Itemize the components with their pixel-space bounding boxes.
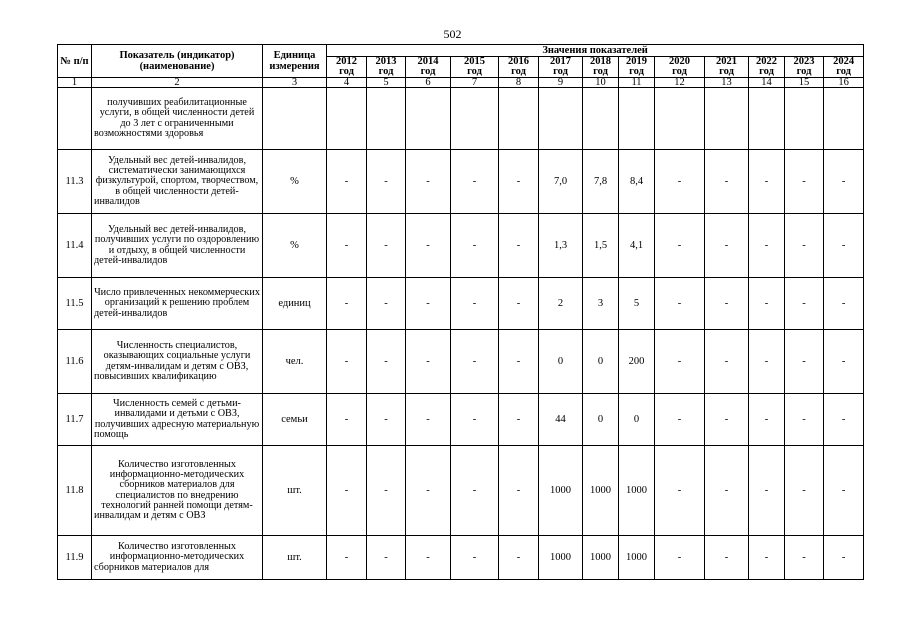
- value-2018: [583, 88, 619, 150]
- header-year-2012: [327, 57, 367, 78]
- value-2021: -: [705, 394, 749, 446]
- value-2023: [785, 88, 824, 150]
- header-year-value: 2012: [336, 56, 357, 67]
- value-2013: -: [367, 330, 406, 394]
- table-row: [58, 150, 864, 214]
- value-2022: -: [749, 330, 785, 394]
- value-2018: 7,8: [583, 150, 619, 214]
- value-2021: -: [705, 446, 749, 536]
- value-2017: 44: [539, 394, 583, 446]
- header-year-value: 2018: [590, 56, 611, 67]
- table-row: [58, 278, 864, 330]
- value-2016: -: [499, 394, 539, 446]
- header-year-2016: [499, 57, 539, 78]
- header-year-suffix: год: [378, 66, 394, 77]
- row-index: 11.9: [58, 536, 92, 580]
- header-year-value: 2016: [508, 56, 529, 67]
- value-2014: -: [406, 536, 451, 580]
- value-2018: 0: [583, 330, 619, 394]
- column-number: 6: [406, 78, 451, 88]
- value-2024: -: [824, 278, 864, 330]
- indicator-unit: [263, 88, 327, 150]
- value-2021: -: [705, 278, 749, 330]
- value-2013: -: [367, 150, 406, 214]
- value-2018: 1000: [583, 536, 619, 580]
- column-number: 2: [92, 78, 263, 88]
- column-number: 11: [619, 78, 655, 88]
- value-2024: -: [824, 536, 864, 580]
- column-number: 5: [367, 78, 406, 88]
- value-2019: 4,1: [619, 214, 655, 278]
- column-number: 13: [705, 78, 749, 88]
- value-2012: -: [327, 150, 367, 214]
- header-year-2024: [824, 57, 864, 78]
- indicator-unit: %: [263, 214, 327, 278]
- row-index: 11.8: [58, 446, 92, 536]
- header-year-value: 2019: [626, 56, 647, 67]
- value-2014: -: [406, 394, 451, 446]
- value-2022: -: [749, 278, 785, 330]
- column-number: 12: [655, 78, 705, 88]
- indicator-unit: шт.: [263, 536, 327, 580]
- value-2014: [406, 88, 451, 150]
- value-2012: -: [327, 394, 367, 446]
- indicators-table: [57, 44, 864, 580]
- value-2021: -: [705, 150, 749, 214]
- value-2016: [499, 88, 539, 150]
- value-2022: -: [749, 446, 785, 536]
- value-2013: -: [367, 278, 406, 330]
- column-number: 8: [499, 78, 539, 88]
- header-year-2017: [539, 57, 583, 78]
- value-2020: -: [655, 214, 705, 278]
- header-number: № п/п: [58, 45, 92, 78]
- table-row: [58, 330, 864, 394]
- value-2019: 8,4: [619, 150, 655, 214]
- value-2019: 200: [619, 330, 655, 394]
- indicator-name: Количество изготовленных информационно-методических сборников материалов для специалистов по внедрению технологий ранней помощи детям-инвалидам и детям с ОВЗ: [92, 446, 263, 536]
- header-year-suffix: год: [629, 66, 644, 77]
- value-2018: 1000: [583, 446, 619, 536]
- value-2021: -: [705, 536, 749, 580]
- header-year-suffix: год: [719, 66, 734, 77]
- indicator-name: получивших реабилитационные услуги, в общей численности детей до 3 лет с ограниченными возможностями здоровья: [92, 88, 263, 150]
- value-2016: -: [499, 536, 539, 580]
- header-year-value: 2024: [833, 56, 855, 67]
- header-unit: Единица измерения: [263, 45, 327, 78]
- value-2013: -: [367, 214, 406, 278]
- value-2023: -: [785, 330, 824, 394]
- value-2021: -: [705, 214, 749, 278]
- value-2022: -: [749, 394, 785, 446]
- value-2013: -: [367, 536, 406, 580]
- value-2017: 1,3: [539, 214, 583, 278]
- header-year-2020: [655, 57, 705, 78]
- value-2016: -: [499, 214, 539, 278]
- value-2014: -: [406, 278, 451, 330]
- value-2013: [367, 88, 406, 150]
- value-2023: -: [785, 394, 824, 446]
- column-number: 10: [583, 78, 619, 88]
- value-2015: -: [451, 278, 499, 330]
- header-year-suffix: год: [672, 66, 687, 77]
- value-2017: 7,0: [539, 150, 583, 214]
- indicator-name: Численность специалистов, оказывающих социальные услуги детям-инвалидам и детям с ОВЗ, повысивших квалификацию: [92, 330, 263, 394]
- value-2017: 0: [539, 330, 583, 394]
- value-2020: -: [655, 150, 705, 214]
- row-index: 11.3: [58, 150, 92, 214]
- value-2020: -: [655, 278, 705, 330]
- value-2020: [655, 88, 705, 150]
- table-row: [58, 536, 864, 580]
- value-2019: [619, 88, 655, 150]
- value-2014: -: [406, 330, 451, 394]
- value-2015: [451, 88, 499, 150]
- header-values-group: Значения показателей: [327, 45, 864, 57]
- value-2015: -: [451, 446, 499, 536]
- value-2012: -: [327, 536, 367, 580]
- value-2020: -: [655, 446, 705, 536]
- indicator-unit: семьи: [263, 394, 327, 446]
- header-year-2018: [583, 57, 619, 78]
- value-2022: -: [749, 214, 785, 278]
- row-index: 11.4: [58, 214, 92, 278]
- table-row: [58, 394, 864, 446]
- header-year-suffix: год: [511, 66, 526, 77]
- header-year-2015: [451, 57, 499, 78]
- header-year-suffix: год: [759, 66, 774, 77]
- indicator-name: Число привлеченных некоммерческих организаций к решению проблем детей-инвалидов: [92, 278, 263, 330]
- value-2024: -: [824, 446, 864, 536]
- indicator-name: Удельный вес детей-инвалидов, получивших услуги по оздоровлению и отдыху, в общей численности детей-инвалидов: [92, 214, 263, 278]
- value-2016: -: [499, 446, 539, 536]
- column-number: 15: [785, 78, 824, 88]
- header-year-value: 2023: [793, 56, 815, 67]
- header-year-value: 2015: [464, 56, 485, 67]
- header-year-suffix: год: [420, 66, 436, 77]
- column-number: 7: [451, 78, 499, 88]
- row-index: 11.6: [58, 330, 92, 394]
- value-2012: -: [327, 278, 367, 330]
- value-2012: -: [327, 330, 367, 394]
- value-2022: -: [749, 536, 785, 580]
- value-2016: -: [499, 150, 539, 214]
- value-2019: 1000: [619, 446, 655, 536]
- column-number: 1: [58, 78, 92, 88]
- value-2015: -: [451, 150, 499, 214]
- value-2018: 1,5: [583, 214, 619, 278]
- row-index: 11.5: [58, 278, 92, 330]
- value-2024: [824, 88, 864, 150]
- value-2022: -: [749, 150, 785, 214]
- value-2012: -: [327, 446, 367, 536]
- row-index: [58, 88, 92, 150]
- row-index: 11.7: [58, 394, 92, 446]
- header-year-suffix: год: [467, 66, 482, 77]
- value-2015: -: [451, 536, 499, 580]
- header-year-2022: [749, 57, 785, 78]
- value-2017: [539, 88, 583, 150]
- indicator-unit: %: [263, 150, 327, 214]
- value-2014: -: [406, 214, 451, 278]
- value-2015: -: [451, 330, 499, 394]
- header-year-2023: [785, 57, 824, 78]
- value-2015: -: [451, 214, 499, 278]
- indicator-unit: единиц: [263, 278, 327, 330]
- value-2020: -: [655, 536, 705, 580]
- value-2016: -: [499, 278, 539, 330]
- header-year-suffix: год: [339, 66, 354, 77]
- value-2012: [327, 88, 367, 150]
- value-2024: -: [824, 394, 864, 446]
- header-year-value: 2022: [756, 56, 777, 67]
- header-year-value: 2020: [669, 56, 690, 67]
- value-2016: -: [499, 330, 539, 394]
- value-2013: -: [367, 446, 406, 536]
- header-year-2021: [705, 57, 749, 78]
- value-2015: -: [451, 394, 499, 446]
- indicator-unit: чел.: [263, 330, 327, 394]
- header-year-suffix: год: [553, 66, 568, 77]
- indicator-name: Количество изготовленных информационно-методических сборников материалов для: [92, 536, 263, 580]
- value-2017: 2: [539, 278, 583, 330]
- value-2018: 0: [583, 394, 619, 446]
- value-2019: 5: [619, 278, 655, 330]
- column-number: 9: [539, 78, 583, 88]
- value-2012: -: [327, 214, 367, 278]
- table-row: [58, 88, 864, 150]
- value-2022: [749, 88, 785, 150]
- indicator-name: Численность семей с детьми-инвалидами и детьми с ОВЗ, получивших адресную материальную помощь: [92, 394, 263, 446]
- header-year-value: 2021: [716, 56, 737, 67]
- column-number: 4: [327, 78, 367, 88]
- value-2014: -: [406, 150, 451, 214]
- column-number: 3: [263, 78, 327, 88]
- value-2021: -: [705, 330, 749, 394]
- column-number: 14: [749, 78, 785, 88]
- value-2024: -: [824, 150, 864, 214]
- value-2017: 1000: [539, 536, 583, 580]
- header-year-2014: [406, 57, 451, 78]
- value-2024: -: [824, 330, 864, 394]
- value-2023: -: [785, 150, 824, 214]
- header-indicator-name: Показатель (индикатор) (наименование): [92, 45, 263, 78]
- value-2017: 1000: [539, 446, 583, 536]
- value-2020: -: [655, 330, 705, 394]
- value-2023: -: [785, 536, 824, 580]
- header-year-2013: [367, 57, 406, 78]
- value-2019: 0: [619, 394, 655, 446]
- header-year-suffix: год: [593, 66, 608, 77]
- indicator-name: Удельный вес детей-инвалидов, систематически занимающихся физкультурой, спортом, творчеством, в общей численности детей-инвалидов: [92, 150, 263, 214]
- header-year-value: 2014: [417, 56, 439, 67]
- column-number: 16: [824, 78, 864, 88]
- value-2019: 1000: [619, 536, 655, 580]
- value-2021: [705, 88, 749, 150]
- header-year-value: 2013: [375, 56, 397, 67]
- header-year-value: 2017: [550, 56, 571, 67]
- value-2013: -: [367, 394, 406, 446]
- indicator-unit: шт.: [263, 446, 327, 536]
- table-row: [58, 446, 864, 536]
- value-2023: -: [785, 446, 824, 536]
- value-2024: -: [824, 214, 864, 278]
- value-2023: -: [785, 214, 824, 278]
- value-2018: 3: [583, 278, 619, 330]
- value-2014: -: [406, 446, 451, 536]
- table-row: [58, 214, 864, 278]
- page-number: 502: [443, 27, 462, 41]
- header-year-suffix: год: [836, 66, 851, 77]
- value-2020: -: [655, 394, 705, 446]
- header-year-2019: [619, 57, 655, 78]
- value-2023: -: [785, 278, 824, 330]
- header-year-suffix: год: [796, 66, 812, 77]
- column-numbering-row: [58, 78, 864, 88]
